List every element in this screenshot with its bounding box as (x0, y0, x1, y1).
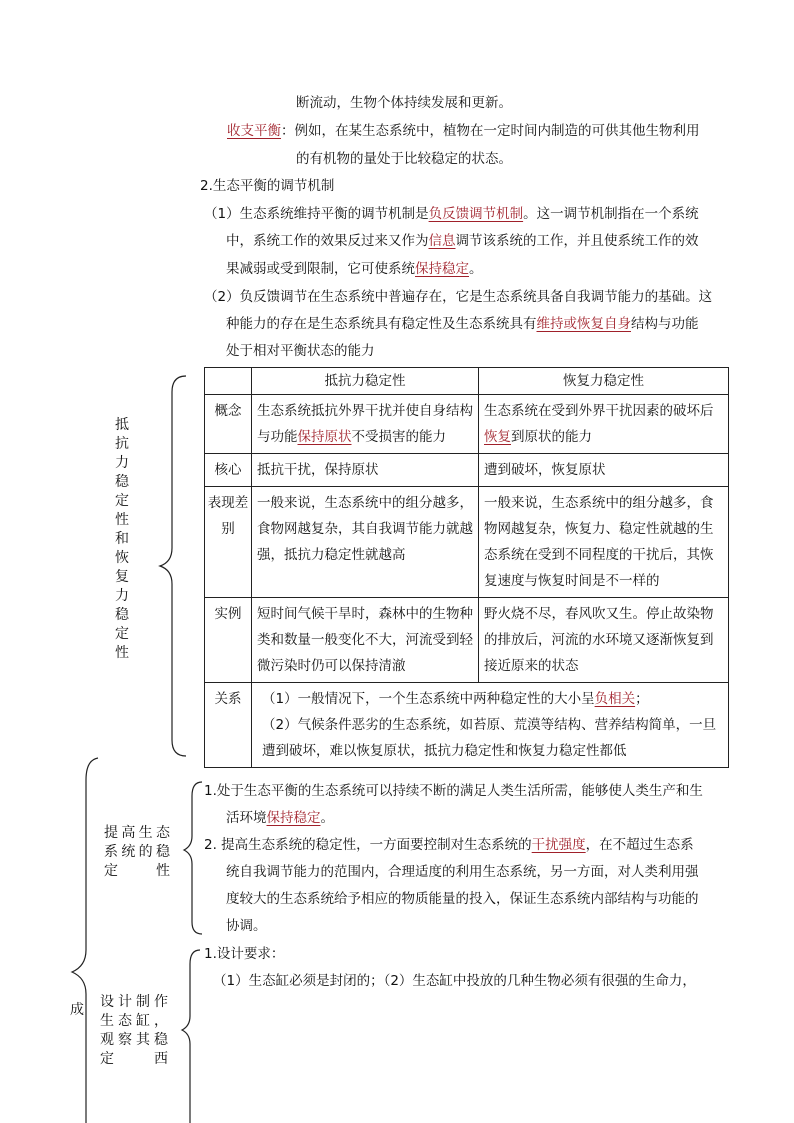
improve-line: 协调。 (226, 918, 267, 934)
text-line: 的有机物的量处于比较稳定的状态。 (296, 151, 512, 167)
table-row (205, 395, 729, 454)
table-cell: 野火烧不尽，春风吹又生。停止故染物的排放后，河流的水环境又逐渐恢复到接近原来的状态 (479, 598, 729, 683)
table-cell (252, 395, 479, 454)
design-requirement: （1）生态缸必须是封闭的；（2）生态缸中投放的几种生物必须有很强的生命力， (213, 973, 696, 989)
stability-bracket (160, 376, 186, 756)
design-side-label: 设计制作生态缸，观察其稳定西 (100, 994, 168, 1067)
key-term: 信息 (428, 233, 456, 249)
improve-side-label: 提高生态系统的稳定性 (104, 825, 170, 879)
text: 2. 提高生态系统的稳定性，一方面要控制对生态系统的 (204, 837, 532, 853)
header-cell: 恢复力稳定性 (479, 368, 729, 395)
text: 果减弱或受到限制，它可使系统 (226, 261, 415, 277)
table-cell: 短时间气候干旱时，森林中的生物种类和数量一般变化不大，河流受到轻微污染时仍可以保持清澈 (252, 598, 479, 683)
section-title: 2.生态平衡的调节机制 (200, 178, 335, 194)
relation-line: （2）气候条件恶劣的生态系统，如苔原、荒漠等结构、营养结构简单，一旦遭到破坏，难以恢复原状，抵抗力稳定性和恢复力稳定性都低 (262, 717, 717, 759)
balance-term: 收支平衡 (227, 123, 281, 139)
row-label: 概念 (205, 395, 252, 454)
paragraph-line: 处于相对平衡状态的能力 (226, 343, 375, 359)
text: 。这一调节机制指在一个系统 (523, 206, 699, 222)
key-term: 负反馈调节机制 (428, 206, 524, 222)
relation-line (262, 686, 723, 712)
outer-side-label: 成 (70, 1002, 84, 1018)
improve-line: 统自我调节能力的范围内，合理适度的利用生态系统，另一方面，对人类利用强 (226, 864, 699, 880)
improve-bracket (184, 782, 202, 934)
table-cell: 抵抗干扰，保持原状 (252, 454, 479, 487)
text: 生态系统抵抗外界干扰并使自身结构与功能 (257, 403, 473, 445)
table-cell (479, 395, 729, 454)
paragraph-line: （2）负反馈调节在生态系统中普遍存在，它是生态系统具备自我调节能力的基础。这 (204, 289, 713, 305)
text: 生态系统在受到外界干扰因素的破坏后 (484, 403, 714, 419)
text: 种能力的存在是生态系统具有稳定性及生态系统具有 (226, 316, 537, 332)
header-cell (205, 368, 252, 395)
improve-line: 1.处于生态平衡的生态系统可以持续不断的满足人类生活所需，能够使人类生产和生 (204, 783, 703, 799)
table-cell: 一般来说，生态系统中的组分越多，食物网越复杂，其自我调节能力就越强，抵抗力稳定性就越高 (252, 487, 479, 598)
design-title: 1.设计要求： (204, 946, 285, 962)
stability-comparison-table (204, 367, 729, 768)
table-header-row (205, 368, 729, 395)
stability-side-label: 抵抗力稳定性和恢复力稳定性 (115, 417, 129, 661)
text: ； (635, 691, 649, 707)
row-label: 关系 (205, 683, 252, 768)
key-term: 恢复 (484, 429, 511, 445)
key-term: 保持稳定 (266, 810, 321, 826)
header-cell: 抵抗力稳定性 (252, 368, 479, 395)
design-bracket (182, 950, 200, 1123)
table-cell: 一般来说，生态系统中的组分越多，食物网越复杂，恢复力、稳定性就越的生态系统在受到不同程度的干扰后，其恢复速度与恢复时间是不一样的 (479, 487, 729, 598)
table-row (205, 598, 729, 683)
table-row (205, 454, 729, 487)
improve-line (226, 808, 334, 828)
table-cell: 遭到破坏，恢复原状 (479, 454, 729, 487)
key-term: 保持原状 (297, 429, 352, 445)
row-label: 表现差别 (205, 487, 252, 598)
row-label: 核心 (205, 454, 252, 487)
text: 结构与功能 (631, 316, 699, 332)
text: （1）生态系统维持平衡的调节机制是 (204, 206, 429, 222)
key-term: 维持或恢复自身 (536, 316, 631, 332)
improve-line: 度较大的生态系统给予相应的物质能量的投入，保证生态系统内部结构与功能的 (226, 891, 699, 907)
outer-bracket (72, 758, 98, 1123)
key-term: 保持稳定 (415, 261, 469, 277)
text-line: 断流动，生物个体持续发展和更新。 (296, 95, 512, 111)
balance-text: ：例如，在某生态系统中，植物在一定时间内制造的可供其他生物利用 (281, 123, 700, 139)
text: 到原状的能力 (511, 429, 592, 445)
key-term: 负相关 (594, 691, 636, 707)
text: 调节该系统的工作，并且使系统工作的效 (455, 233, 699, 249)
table-row (205, 487, 729, 598)
text: 不受损害的能力 (351, 429, 446, 445)
text: 。 (320, 810, 334, 826)
text: 中，系统工作的效果反过来又作为 (226, 233, 429, 249)
key-term: 干扰强度 (531, 837, 586, 853)
improve-line (204, 835, 694, 855)
text: 。 (469, 261, 483, 277)
text: （1）一般情况下，一个生态系统中两种稳定性的大小呈 (262, 691, 595, 707)
text: 活环境 (226, 810, 267, 826)
text: ，在不超过生态系 (585, 837, 694, 853)
row-label: 实例 (205, 598, 252, 683)
table-row (205, 683, 729, 768)
table-cell (252, 683, 729, 768)
